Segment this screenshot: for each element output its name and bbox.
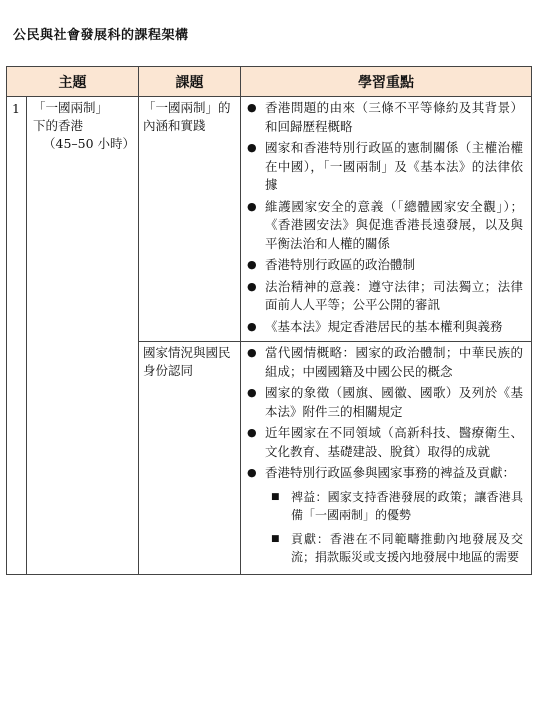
bullet-icon: ●: [247, 346, 257, 359]
topic-line: 下的香港: [33, 118, 84, 133]
header-topic: 主題: [7, 67, 139, 97]
subject-cell: 國家情況與國民身份認同: [139, 342, 241, 575]
topic-cell: [27, 97, 139, 575]
bullet-icon: ●: [247, 279, 257, 293]
header-subject: 課題: [139, 67, 241, 97]
sub-points-list: [265, 488, 523, 567]
list-item: ● 國家的象徵（國旗、國徽、國歌）及列於《基本法》附件三的相關規定: [247, 385, 523, 419]
list-item: ● 當代國情概略：國家的政治體制；中華民族的組成；中國國籍及中國公民的概念: [247, 345, 523, 379]
document-title: 公民與社會發展科的課程架構: [13, 28, 189, 43]
bullet-icon: ●: [247, 426, 257, 439]
bullet-icon: ●: [247, 101, 257, 114]
points-list: [245, 99, 523, 336]
bullet-icon: ●: [247, 386, 257, 399]
list-item: ● 香港特別行政區的政治體制: [245, 256, 523, 275]
header-learning-points: 學習重點: [241, 67, 532, 97]
points-cell: [241, 97, 532, 342]
list-item: ● 《基本法》規定香港居民的基本權利與義務: [245, 318, 523, 337]
table-header-row: [7, 67, 532, 97]
table-row: [7, 97, 532, 342]
list-item: ● 香港特別行政區參與國家事務的裨益及貢獻： ■ 裨益：國家支持香港發展的政策；讓香港具備「一國兩制」的優勢 ■ 貢獻：香港在不同範疇推動內地發展及交流；捐款賑災或支援內地發展中地區的需要: [245, 464, 523, 567]
list-item: ● 國家和香港特別行政區的憲制關係（主權治權在中國），「一國兩制」及《基本法》的法律依據: [247, 140, 523, 192]
sub-list-item: ■ 貢獻：香港在不同範疇推動內地發展及交流；捐款賑災或支援內地發展中地區的需要: [271, 531, 523, 564]
bullet-icon: ●: [247, 319, 257, 333]
row-number: 1: [7, 97, 27, 575]
topic-hours: （45–50 小時）: [43, 136, 136, 151]
square-bullet-icon: ■: [271, 491, 280, 502]
bullet-icon: ●: [247, 199, 257, 213]
list-item: ● 維護國家安全的意義（「總體國家安全觀」）；《香港國安法》與促進香港長遠發展，以及與平衡法治和人權的關係: [247, 198, 523, 251]
list-item: ● 香港問題的由來（三條不平等條約及其背景）和回歸歷程概略: [247, 100, 523, 134]
curriculum-table: [6, 66, 532, 575]
list-item: ● 近年國家在不同領域（高新科技、醫療衛生、文化教育、基礎建設、脫貧）取得的成就: [247, 425, 523, 459]
points-list: [245, 344, 523, 567]
list-item: ● 法治精神的意義：遵守法律；司法獨立；法律面前人人平等；公平公開的審訊: [247, 278, 523, 312]
bullet-icon: ●: [247, 258, 257, 271]
bullet-icon: ●: [247, 466, 257, 479]
topic-line: 「一國兩制」: [33, 100, 109, 115]
sub-list-item: ■ 裨益：國家支持香港發展的政策；讓香港具備「一國兩制」的優勢: [271, 489, 523, 522]
points-cell: [241, 342, 532, 575]
bullet-icon: ●: [247, 141, 257, 154]
subject-cell: 「一國兩制」的內涵和實踐: [139, 97, 241, 342]
square-bullet-icon: ■: [271, 533, 280, 544]
